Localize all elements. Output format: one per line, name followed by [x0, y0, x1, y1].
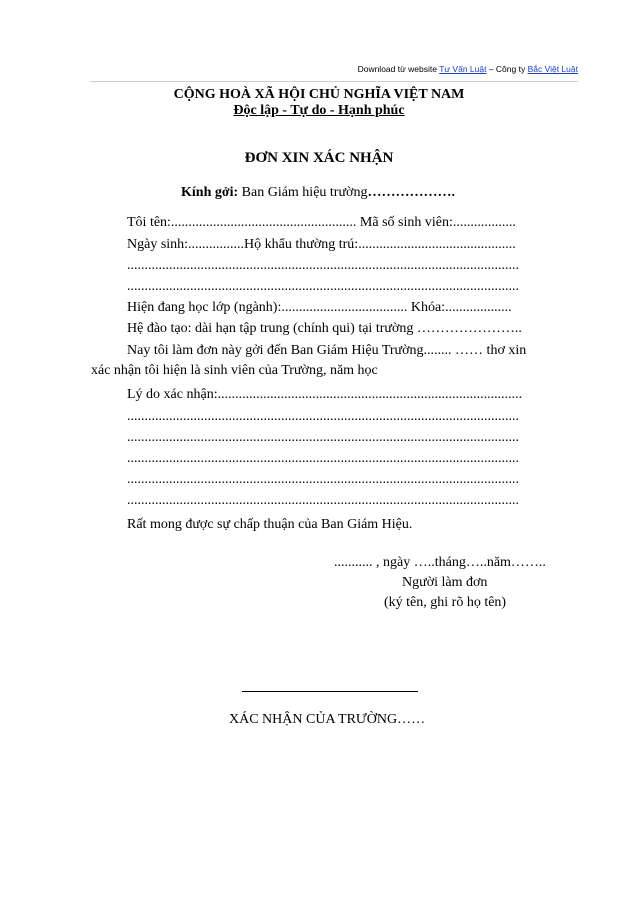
class-field-line: Hiện đang học lớp (ngành):.................................... Khóa:................... — [127, 300, 512, 315]
birth-field-line: Ngày sinh:................Hộ khẩu thường trú:............................................. — [127, 237, 516, 252]
greeting-line — [181, 184, 455, 202]
motto-heading: Độc lập - Tự do - Hạnh phúc — [233, 103, 405, 118]
signature-divider — [242, 691, 418, 692]
reason-field-line: Lý do xác nhận:....................................................................................... — [127, 387, 523, 402]
signer-note: (ký tên, ghi rõ họ tên) — [384, 595, 507, 610]
address-dots-line: ................................................................................................................ — [127, 258, 519, 273]
address-dots-line-2: ................................................................................................................ — [127, 279, 519, 294]
reason-dots-3: ................................................................................................................ — [127, 451, 519, 466]
name-field-line: Tôi tên:..................................................... Mã số sinh viên:.................. — [127, 215, 516, 230]
download-middle: – Công ty — [486, 64, 528, 74]
closing-line: Rất mong được sự chấp thuận của Ban Giám Hiệu. — [127, 517, 413, 532]
tu-van-luat-link[interactable]: Tư Vấn Luật — [439, 64, 487, 74]
date-line: ........... , ngày …..tháng…..năm…….. — [334, 555, 546, 570]
greeting-label: Kính gởi: — [181, 185, 239, 200]
request-line-2: xác nhận tôi hiện là sinh viên của Trường, năm học — [91, 363, 378, 378]
reason-dots-4: ................................................................................................................ — [127, 472, 519, 487]
header-divider — [90, 81, 578, 82]
download-notice — [0, 64, 578, 74]
reason-dots-5: ................................................................................................................ — [127, 493, 519, 508]
signer-title: Người làm đơn — [402, 575, 488, 590]
request-line: Nay tôi làm đơn này gởi đến Ban Giám Hiệu Trường........ …… thơ xin — [127, 343, 527, 358]
document-title: ĐƠN XIN XÁC NHẬN — [244, 150, 394, 166]
training-field-line: Hệ đào tạo: dài hạn tập trung (chính qui) tại trường ………………….. — [127, 321, 522, 336]
reason-dots-1: ................................................................................................................ — [127, 409, 519, 424]
nation-heading: CỘNG HOÀ XÃ HỘI CHỦ NGHĨA VIỆT NAM — [173, 87, 465, 102]
download-prefix: Download từ website — [357, 64, 440, 74]
reason-dots-2: ................................................................................................................ — [127, 430, 519, 445]
greeting-text: Ban Giám hiệu trường — [238, 185, 368, 200]
school-confirm-heading: XÁC NHẬN CỦA TRƯỜNG…… — [229, 712, 426, 727]
bac-viet-luat-link[interactable]: Bắc Việt Luật — [527, 64, 578, 74]
greeting-dots: ………………. — [367, 185, 455, 200]
